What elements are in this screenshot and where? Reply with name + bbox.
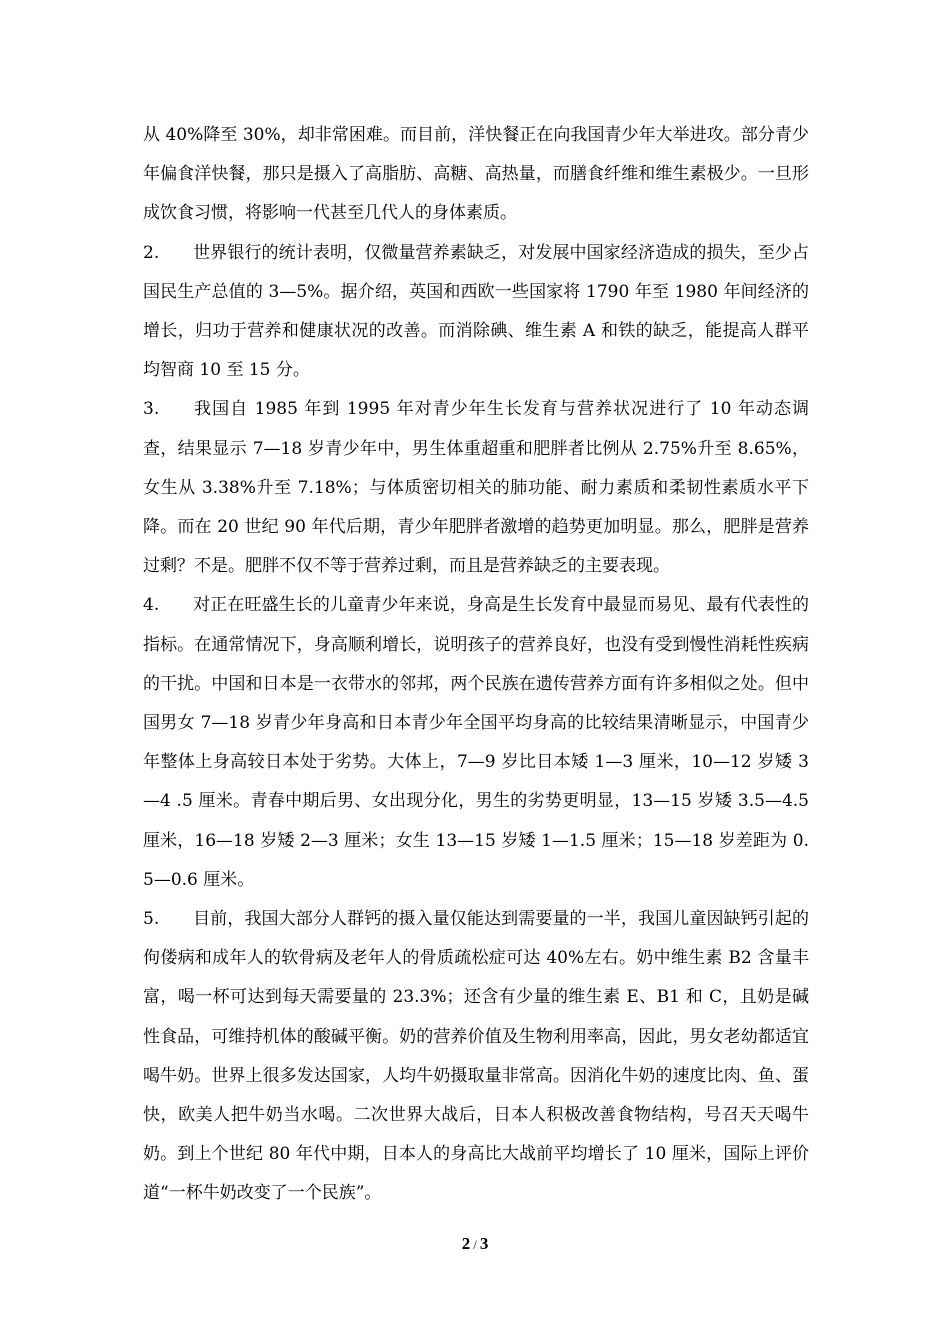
paragraph-item-4 bbox=[143, 586, 809, 900]
paragraph-number: 5. bbox=[143, 909, 160, 930]
paragraph-item-5 bbox=[143, 900, 809, 1214]
paragraph-text: 世界银行的统计表明，仅微量营养素缺乏，对发展中国家经济造成的损失，至少占国民生产总值的 3—5%。据介绍，英国和西欧一些国家将 1790 年至 1980 年间经济的增长，归功于营养和健康状况的改善。而消除碘、维生素 A 和铁的缺乏，能提高人群平均智商 10 至 15 分。 bbox=[143, 242, 809, 381]
paragraph-number: 2. bbox=[143, 242, 160, 263]
paragraph-number: 4. bbox=[143, 595, 160, 616]
paragraph-item-2 bbox=[143, 234, 809, 391]
page-separator: / bbox=[473, 1237, 477, 1252]
paragraph-text: 从 40%降至 30%，却非常困难。而目前，洋快餐正在向我国青少年大举进攻。部分青少年偏食洋快餐，那只是摄入了高脂肪、高糖、高热量，而膳食纤维和维生素极少。一旦形成饮食习惯，将影响一代甚至几代人的身体素质。 bbox=[143, 125, 809, 224]
paragraph-number: 3. bbox=[143, 399, 160, 420]
current-page-number: 2 bbox=[461, 1234, 471, 1253]
document-body bbox=[143, 116, 809, 1214]
paragraph-text: 我国自 1985 年到 1995 年对青少年生长发育与营养状况进行了 10 年动态调查，结果显示 7—18 岁青少年中，男生体重超重和肥胖者比例从 2.75%升至 8.65%，女生从 3.38%升至 7.18%；与体质密切相关的肺功能、耐力素质和柔韧性素质水平下降。而在 20 世纪 90 年代后期，青少年肥胖者激增的趋势更加明显。那么，肥胖是营养过剩？不是。肥胖不仅不等于营养过剩，而且是营养缺乏的主要表现。 bbox=[143, 399, 809, 577]
paragraph-text: 对正在旺盛生长的儿童青少年来说，身高是生长发育中最显而易见、最有代表性的指标。在通常情况下，身高顺利增长，说明孩子的营养良好，也没有受到慢性消耗性疾病的干扰。中国和日本是一衣带水的邻邦，两个民族在遗传营养方面有许多相似之处。但中国男女 7—18 岁青少年身高和日本青少年全国平均身高的比较结果清晰显示，中国青少年整体上身高较日本处于劣势。大体上，7—9 岁比日本矮 1—3 厘米，10—12 岁矮 3—4 .5 厘米。青春中期后男、女出现分化，男生的劣势更明显，13—15 岁矮 3.5—4.5 厘米，16—18 岁矮 2—3 厘米；女生 13—15 岁矮 1—1.5 厘米；15—18 岁差距为 0.5—0.6 厘米。 bbox=[143, 595, 809, 890]
paragraph-item-3 bbox=[143, 390, 809, 586]
paragraph-text: 目前，我国大部分人群钙的摄入量仅能达到需要量的一半，我国儿童因缺钙引起的佝偻病和成年人的软骨病及老年人的骨质疏松症可达 40%左右。奶中维生素 B2 含量丰富，喝一杯可达到每天需要量的 23.3%；还含有少量的维生素 E、B1 和 C，且奶是碱性食品，可维持机体的酸碱平衡。奶的营养价值及生物利用率高，因此，男女老幼都适宜喝牛奶。世界上很多发达国家，人均牛奶摄取量非常高。因消化牛奶的速度比肉、鱼、蛋快，欧美人把牛奶当水喝。二次世界大战后，日本人积极改善食物结构，号召天天喝牛奶。到上个世纪 80 年代中期，日本人的身高比大战前平均增长了 10 厘米，国际上评价道“一杯牛奶改变了一个民族”。 bbox=[143, 909, 809, 1204]
paragraph-continuation bbox=[143, 116, 809, 234]
total-pages-number: 3 bbox=[479, 1234, 489, 1253]
page-number-footer bbox=[0, 1234, 950, 1254]
